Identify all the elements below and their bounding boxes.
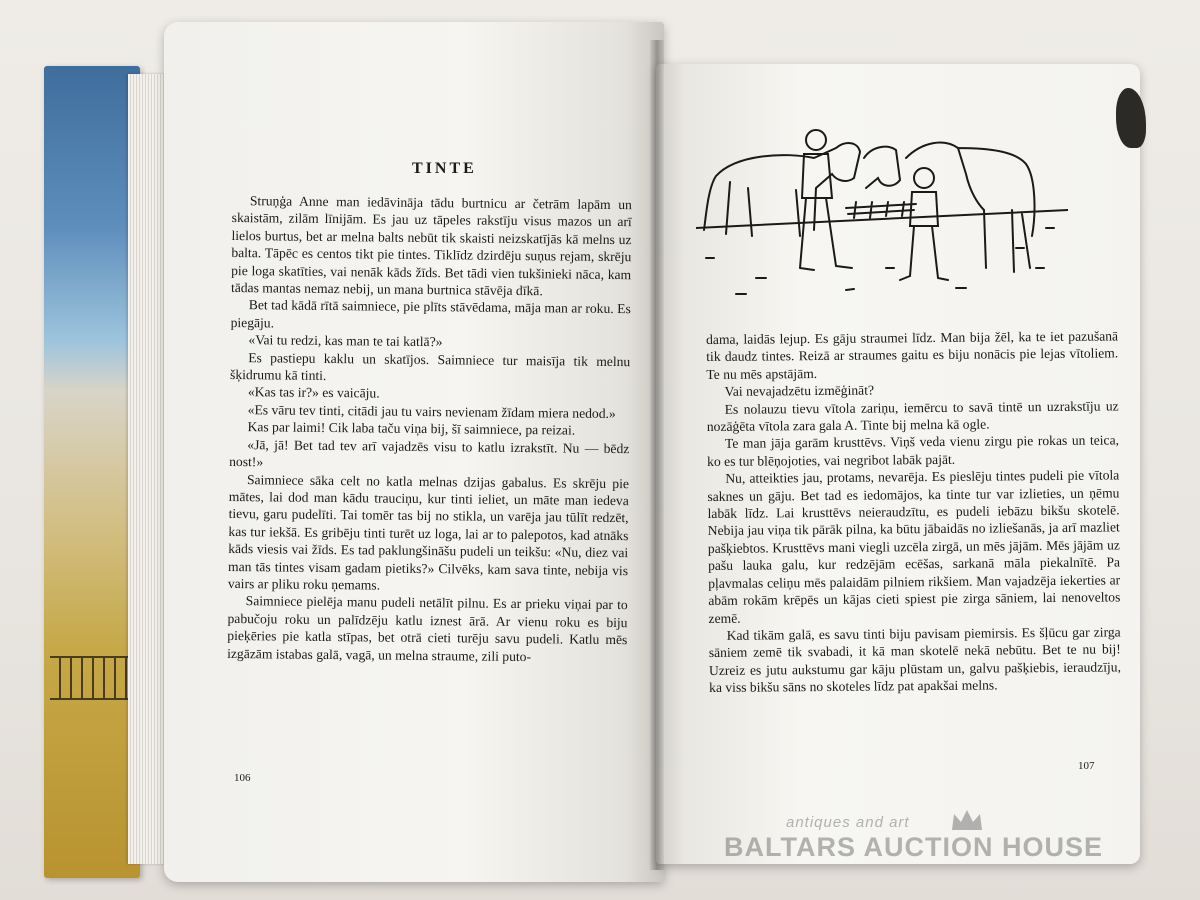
paragraph: Nu, atteikties jau, protams, nevarēja. Es pieslēju tintes pudeli pie vītola saknes un gāju. Bet tad es iedomājos, ka tinte tur var izlieties, un ņēmu labāk līdz. Lai krusttēvs neieraudzītu, es pudeli iebāzu bikšu skotelē. Nebija jau viņa tik pārāk pilna, ka būtu jābaidās no izliešanās, ja arī mazliet pašķiebtos. Krusttēvs mani viegli uzcēla zirgā, un mēs jājām. Mēs jājām uz pašu lauka galu, kur redzējām ecēšas, sarkanā māla piekalnītē. Pa pļavmalas celiņu mēs palaidām pilniem rikšiem. Man vajadzēja iekerties ar abām rokām krēpēs un kājas cieti spiest pie zirga sāniem, lai nenoveltos zemē. bbox=[707, 467, 1121, 626]
watermark bbox=[724, 812, 1124, 872]
page-edges bbox=[128, 74, 168, 864]
paragraph: Kad tikām galā, es savu tinti biju pavisam piemirsis. Es šļūcu gar zirga sāniem zemē tik svabadi, it kā man skotelē nekā nebūtu. Bet te nu bij! Uzreiz es jutu aukstumu gar kāju plūstam un, galvu pašķiebis, ieraudzīju, ka viss bikšu sāns no skoteles līdz pat apakšai melns. bbox=[708, 624, 1122, 696]
chapter-title: TINTE bbox=[412, 160, 477, 177]
page-number-right: 107 bbox=[1078, 760, 1095, 772]
paragraph: Es nolauzu tievu vītola zariņu, iemērcu to savā tintē un uzrakstīju uz nozāģēta vītola zara gala A. Tinte bij melna kā ogle. bbox=[706, 398, 1119, 435]
paragraph: Vai nevajadzētu izmēģināt? bbox=[724, 382, 875, 400]
fence-illustration bbox=[50, 656, 132, 700]
book-cover bbox=[44, 66, 140, 878]
right-page-text bbox=[706, 327, 1121, 696]
paragraph: «Jā, jā! Bet tad tev arī vajadzēs visu to katlu izrakstīt. Nu — bēdz nost!» bbox=[229, 436, 630, 470]
paragraph: «Es vāru tev tinti, citādi jau tu vairs nevienam žīdam miera nedod.» bbox=[247, 402, 616, 421]
page-number-left: 106 bbox=[234, 772, 251, 784]
paragraph: Saimniece sāka celt no katla melnas dzijas gabalus. Es skrēju pie mātes, lai dod man kādu trauciņu, kur tinti ieliet, un māte man iedeva tievu, garu pudelīti. Tai tomēr tas bij no stikla, un varēja jau tūlīt redzēt, kas tur iekšā. Es gribēju tinti turēt uz loga, lai ar to palepotos, kad atnāks kāds viesis vai žīds. Es tad paklungšināšu pudeli un teikšu: «Nu, diez vai man tās tintes visam gadam pietiks?» Cilvēks, kam sava tinte, nebija vis vairs ar pliku roku ņemams. bbox=[227, 471, 630, 593]
paragraph: Te man jāja garām krusttēvs. Viņš veda vienu zirgu pie rokas un teica, ko es tur blēņojoties, vai negribot labāk pajāt. bbox=[707, 432, 1120, 469]
paragraph: Struņģa Anne man iedāvināja tādu burtnicu ar četrām lapām un skaistām, zilām līnijām. Es jau uz tāpeles rakstīju visus mazos un arī lielos burtus, bet ar melna balts nebūt tik skaisti neizskatījās kā melns uz balta. Tāpēc es centos tikt pie tintes. Tiklīdz dzirdēju suņus rejam, skrēju pie loga skatīties, vai nenāk kāds žīds. Bet tādi vien tukšinieki nāca, kam tādas mantas nemaz nebij, un mana burtnica stāvēja dīkā. bbox=[230, 193, 632, 299]
paragraph: dama, laidās lejup. Es gāju straumei līdz. Man bija žēl, ka te iet pazušanā tik daudz tintes. Reizā ar straumes gaitu es biju nonācis pie lejas vītoliem. Te nu mēs apstājām. bbox=[706, 328, 1119, 382]
paragraph: Bet tad kādā rītā saimniece, pie plīts stāvēdama, māja man ar roku. Es piegāju. bbox=[230, 297, 631, 331]
crown-icon bbox=[950, 808, 984, 834]
paragraph: Kas par laimi! Cik laba taču viņa bij, šī saimniece, pa reizai. bbox=[247, 419, 576, 438]
horses-and-man-illustration bbox=[696, 118, 1068, 304]
paragraph: Es pastiepu kaklu un skatījos. Saimniece tur maisīja tik melnu šķidrumu kā tinti. bbox=[230, 349, 631, 384]
paragraph: Saimniece pielēja manu pudeli netālīt pilnu. Es ar prieku viņai par to pabučoju roku un palīdzēju katlu iznest ārā. Ar vienu roku es biju pieķēries pie katla stīpas, bet otrā cieti turēju savu pudeli. Katlu mēs izgāzām istabas galā, vagā, un melna straume, zili puto- bbox=[227, 593, 628, 664]
paragraph: «Vai tu redzi, kas man te tai katlā?» bbox=[248, 332, 443, 350]
book-gutter bbox=[650, 40, 664, 870]
watermark-subtitle: antiques and art bbox=[786, 814, 910, 831]
paragraph: «Kas tas ir?» es vaicāju. bbox=[247, 384, 380, 402]
watermark-name: BALTARS AUCTION HOUSE bbox=[724, 832, 1103, 862]
left-page-text bbox=[227, 192, 632, 666]
